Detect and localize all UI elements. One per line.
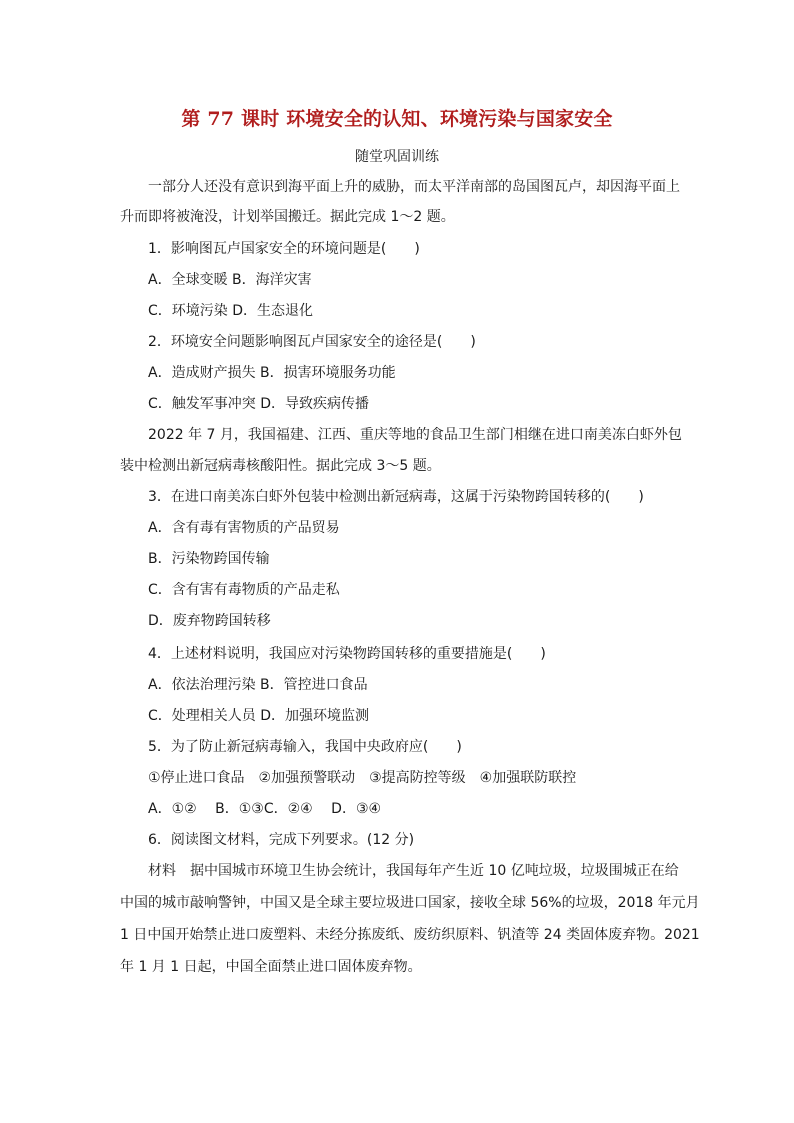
material-line-4: 年 1 月 1 日起，中国全面禁止进口固体废弃物。 [120, 959, 422, 975]
question-3-option-b: B．污染物跨国传输 [148, 551, 270, 567]
material-line-1: 材料 据中国城市环境卫生协会统计，我国每年产生近 10 亿吨垃圾，垃圾围城正在给 [148, 863, 679, 879]
question-5-stem: 5．为了防止新冠病毒输入，我国中央政府应( ) [148, 739, 462, 755]
intro-paragraph-2-line-1: 2022 年 7 月，我国福建、江西、重庆等地的食品卫生部门相继在进口南美冻白虾外包 [148, 427, 682, 443]
question-4-options-cd: C．处理相关人员 D．加强环境监测 [148, 708, 370, 724]
intro-paragraph-1-line-2: 升而即将被淹没，计划举国搬迁。据此完成 1～2 题。 [120, 209, 455, 225]
question-3-option-d: D．废弃物跨国转移 [148, 613, 271, 629]
question-6-stem: 6．阅读图文材料，完成下列要求。(12 分) [148, 832, 415, 848]
question-1-options-ab: A．全球变暖 B．海洋灾害 [148, 272, 312, 288]
question-2-options-ab: A．造成财产损失 B．损害环境服务功能 [148, 365, 396, 381]
material-line-2: 中国的城市敲响警钟，中国又是全球主要垃圾进口国家，接收全球 56%的垃圾，2018 年元月 [120, 895, 700, 911]
question-5-items: ①停止进口食品 ②加强预警联动 ③提高防控等级 ④加强联防联控 [148, 770, 577, 786]
section-subtitle: 随堂巩固训练 [355, 149, 439, 165]
question-2-stem: 2．环境安全问题影响图瓦卢国家安全的途径是( ) [148, 334, 476, 350]
question-3-option-a: A．含有毒有害物质的产品贸易 [148, 520, 340, 536]
question-5-options: A．①② B．①③C．②④ D．③④ [148, 801, 382, 817]
intro-paragraph-2-line-2: 装中检测出新冠病毒核酸阳性。据此完成 3～5 题。 [120, 458, 441, 474]
question-4-stem: 4．上述材料说明，我国应对污染物跨国转移的重要措施是( ) [148, 646, 546, 662]
page-title: 第 77 课时 环境安全的认知、环境污染与国家安全 [181, 108, 613, 130]
question-3-option-c: C．含有害有毒物质的产品走私 [148, 582, 340, 598]
question-4-options-ab: A．依法治理污染 B．管控进口食品 [148, 677, 368, 693]
question-1-stem: 1．影响图瓦卢国家安全的环境问题是( ) [148, 241, 420, 257]
material-line-3: 1 日中国开始禁止进口废塑料、未经分拣废纸、废纺织原料、钒渣等 24 类固体废弃物。2021 [120, 927, 700, 943]
question-2-options-cd: C．触发军事冲突 D．导致疾病传播 [148, 396, 370, 412]
intro-paragraph-1-line-1: 一部分人还没有意识到海平面上升的威胁，而太平洋南部的岛国图瓦卢，却因海平面上 [148, 179, 680, 195]
question-1-options-cd: C．环境污染 D．生态退化 [148, 303, 314, 319]
question-3-stem: 3．在进口南美冻白虾外包装中检测出新冠病毒，这属于污染物跨国转移的( ) [148, 489, 644, 505]
